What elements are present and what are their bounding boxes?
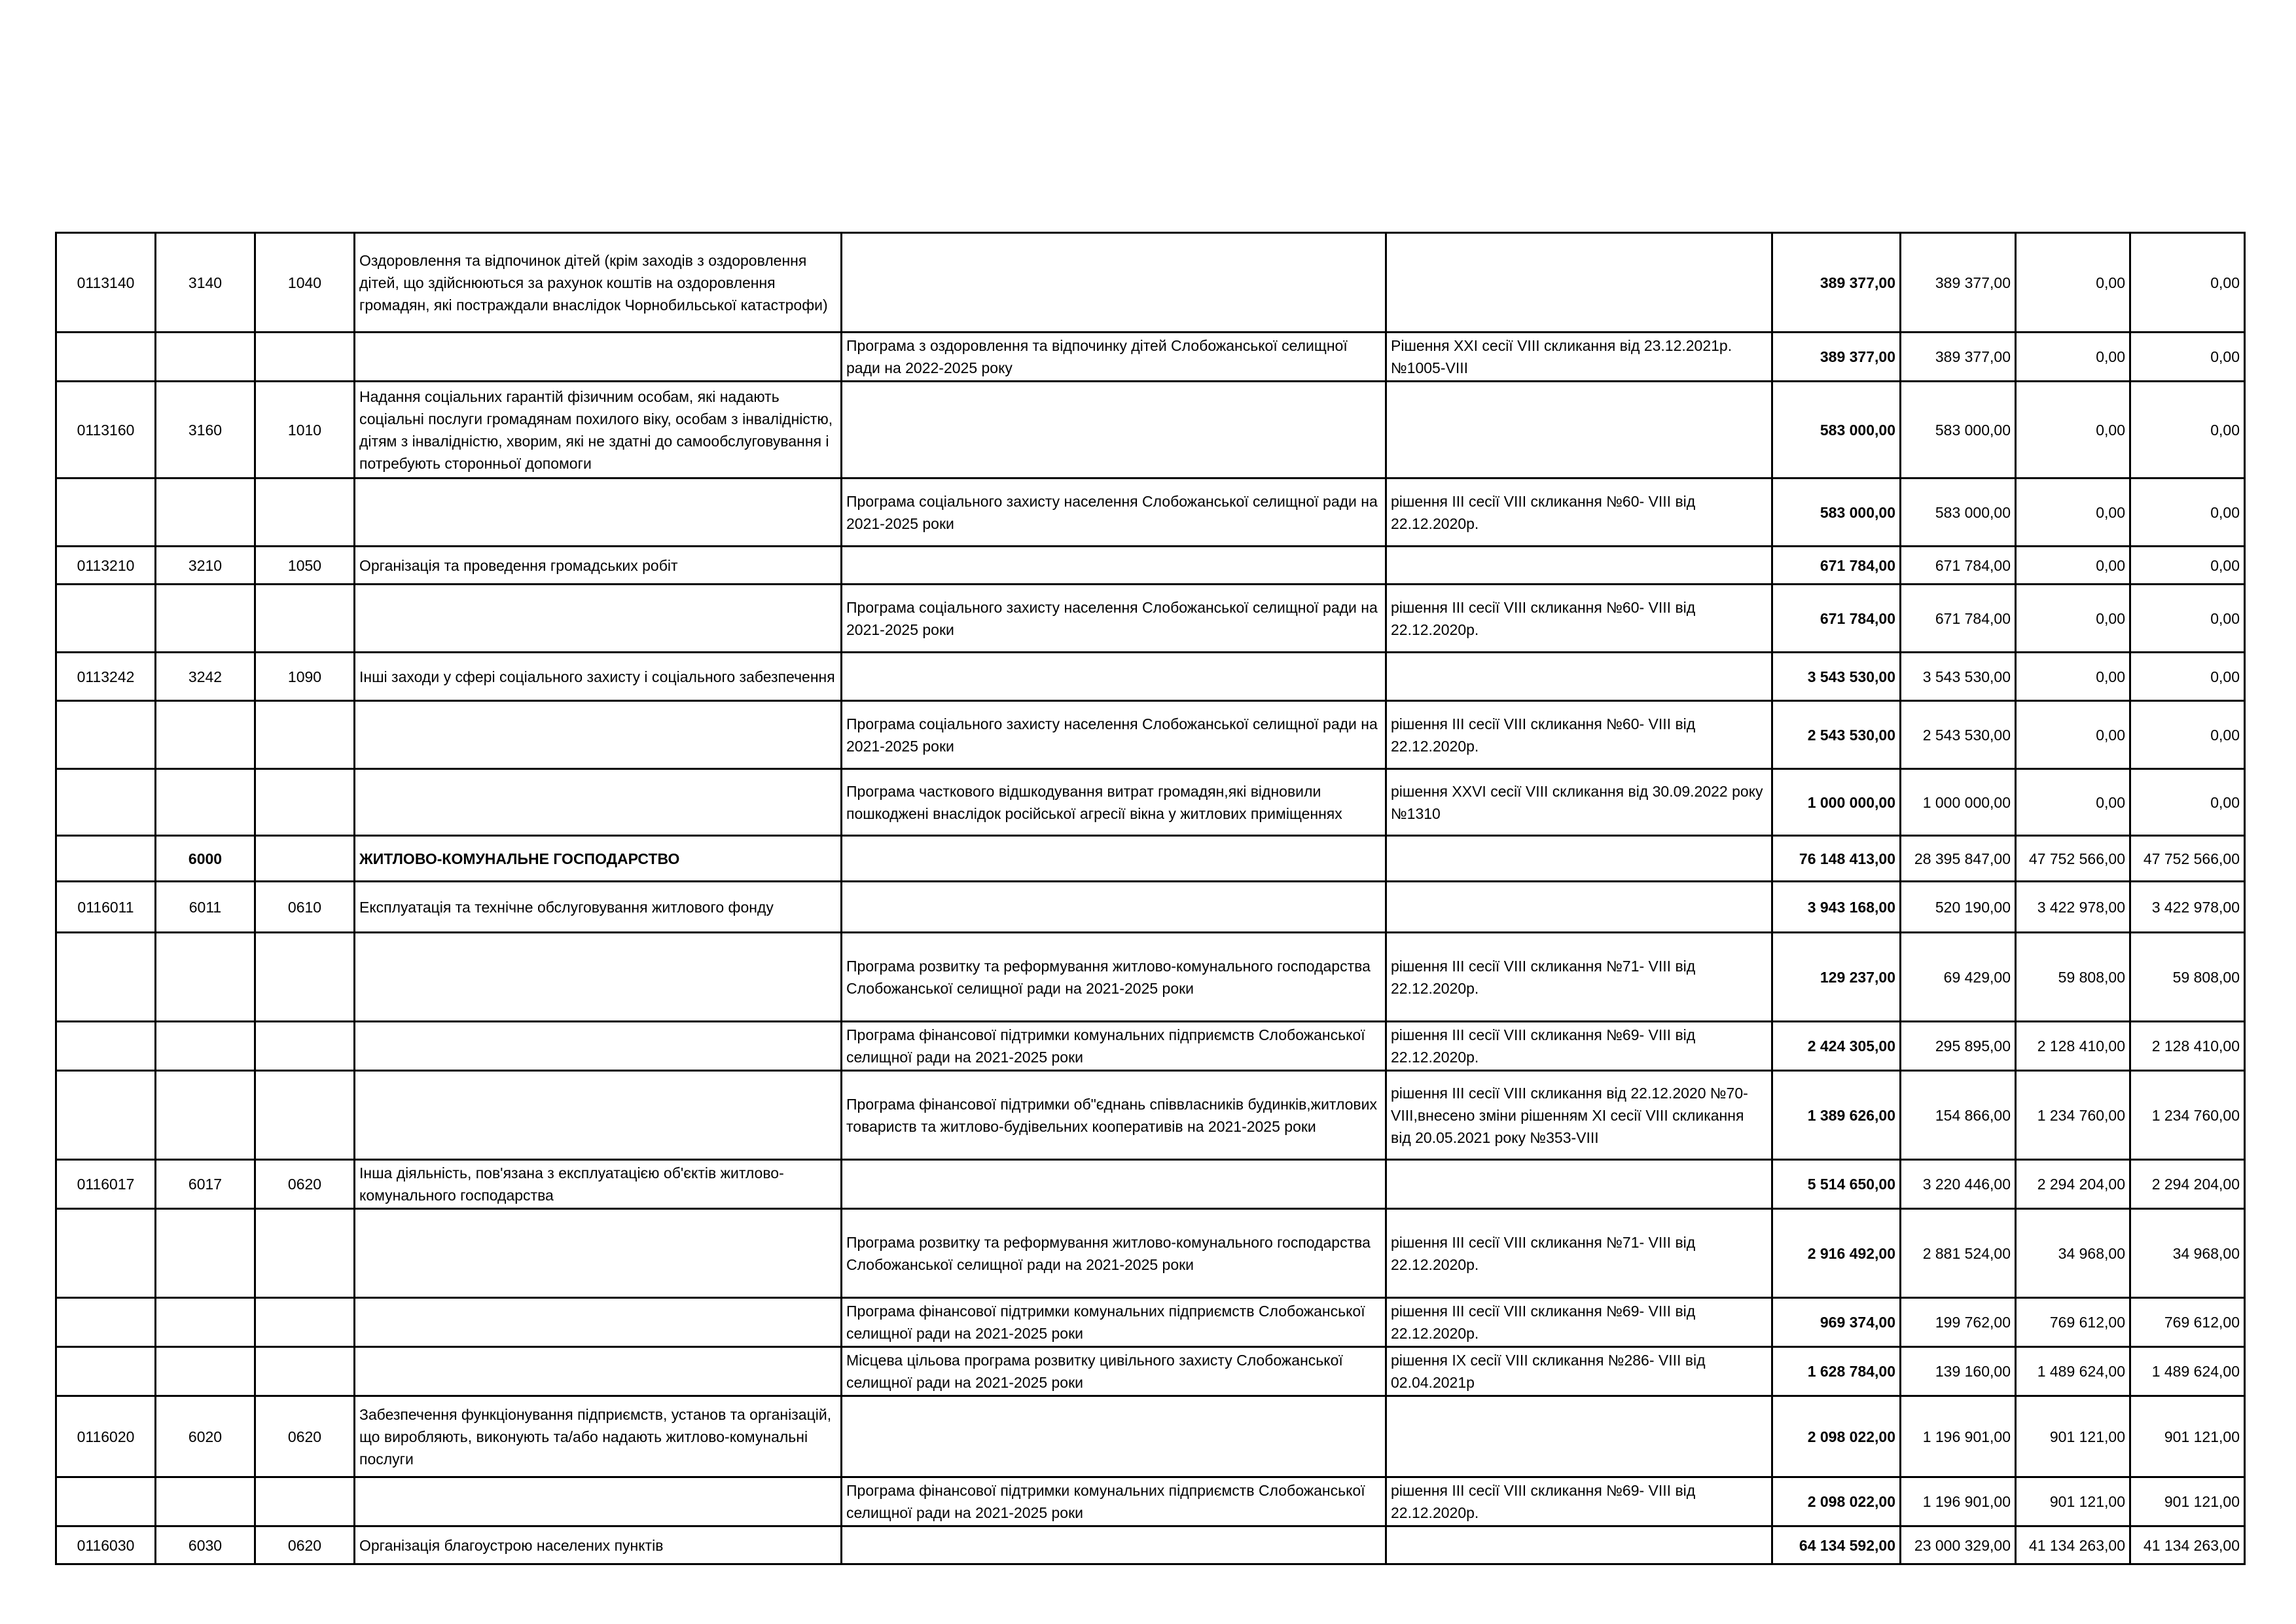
development-budget-cell: 3 422 978,00 [2130,882,2245,933]
program-name-cell: Програма розвитку та реформування житлово-комунального господарства Слобожанської селищної ради на 2021-2025 роки [842,933,1386,1022]
classification-code-cell: 1050 [255,547,355,585]
activity-name-cell: Надання соціальних гарантій фізичним особам, які надають соціальні послуги громадянам похилого віку, особам з інвалідністю, дітям з інвалідністю, хворим, які не здатні до самообслуговування і потребують сторонньої допомоги [355,382,842,478]
table-row [56,1209,2245,1298]
program-name-cell [842,233,1386,333]
function-code-cell [156,933,255,1022]
general-fund-cell: 1 196 901,00 [1901,1477,2016,1526]
program-code-cell [56,933,156,1022]
general-fund-cell: 583 000,00 [1901,478,2016,547]
decision-cell [1386,1396,1772,1477]
program-name-cell: Програма розвитку та реформування житлово-комунального господарства Слобожанської селищної ради на 2021-2025 роки [842,1209,1386,1298]
total-amount-cell: 3 943 168,00 [1772,882,1901,933]
function-code-cell [156,1477,255,1526]
function-code-cell: 3160 [156,382,255,478]
table-row [56,701,2245,769]
general-fund-cell: 583 000,00 [1901,382,2016,478]
decision-cell: рішення ІІІ сесії VIII скликання №60- VIII від 22.12.2020р. [1386,585,1772,653]
special-fund-cell: 0,00 [2016,382,2130,478]
program-name-cell: Програма фінансової підтримки комунальних підприємств Слобожанської селищної ради на 2021-2025 роки [842,1022,1386,1071]
program-code-cell: 0113242 [56,653,156,701]
development-budget-cell: 0,00 [2130,653,2245,701]
total-amount-cell: 1 628 784,00 [1772,1347,1901,1396]
development-budget-cell: 2 128 410,00 [2130,1022,2245,1071]
special-fund-cell: 3 422 978,00 [2016,882,2130,933]
program-code-cell: 0113140 [56,233,156,333]
activity-name-cell [355,769,842,836]
general-fund-cell: 389 377,00 [1901,233,2016,333]
program-code-cell: 0116030 [56,1526,156,1564]
decision-cell: рішення ІІІ сесії VIII скликання №60- VIII від 22.12.2020р. [1386,478,1772,547]
activity-name-cell [355,933,842,1022]
special-fund-cell: 0,00 [2016,769,2130,836]
total-amount-cell: 2 098 022,00 [1772,1477,1901,1526]
function-code-cell [156,585,255,653]
program-code-cell [56,701,156,769]
total-amount-cell: 5 514 650,00 [1772,1160,1901,1209]
decision-cell: рішення ІІІ сесії VIII скликання №71- VIII від 22.12.2020р. [1386,933,1772,1022]
program-name-cell: Програма фінансової підтримки комунальних підприємств Слобожанської селищної ради на 2021-2025 роки [842,1477,1386,1526]
activity-name-cell: Організація благоустрою населених пунктів [355,1526,842,1564]
development-budget-cell: 1 489 624,00 [2130,1347,2245,1396]
function-code-cell: 3140 [156,233,255,333]
general-fund-cell: 3 220 446,00 [1901,1160,2016,1209]
general-fund-cell: 2 881 524,00 [1901,1209,2016,1298]
program-name-cell: Програма соціального захисту населення Слобожанської селищної ради на 2021-2025 роки [842,478,1386,547]
special-fund-cell: 0,00 [2016,585,2130,653]
classification-code-cell: 0620 [255,1160,355,1209]
function-code-cell: 6011 [156,882,255,933]
development-budget-cell: 901 121,00 [2130,1477,2245,1526]
classification-code-cell [255,933,355,1022]
development-budget-cell: 1 234 760,00 [2130,1071,2245,1160]
general-fund-cell: 69 429,00 [1901,933,2016,1022]
special-fund-cell: 0,00 [2016,547,2130,585]
function-code-cell [156,1209,255,1298]
special-fund-cell: 34 968,00 [2016,1209,2130,1298]
program-code-cell: 0113210 [56,547,156,585]
function-code-cell [156,1022,255,1071]
program-name-cell [842,1160,1386,1209]
special-fund-cell: 47 752 566,00 [2016,836,2130,882]
program-name-cell: Програма соціального захисту населення Слобожанської селищної ради на 2021-2025 роки [842,585,1386,653]
development-budget-cell: 47 752 566,00 [2130,836,2245,882]
total-amount-cell: 389 377,00 [1772,233,1901,333]
program-name-cell [842,836,1386,882]
program-name-cell: Програма з оздоровлення та відпочинку дітей Слобожанської селищної ради на 2022-2025 року [842,333,1386,382]
decision-cell: рішення ІІІ сесії VIII скликання №71- VIII від 22.12.2020р. [1386,1209,1772,1298]
special-fund-cell: 1 234 760,00 [2016,1071,2130,1160]
function-code-cell [156,769,255,836]
general-fund-cell: 1 196 901,00 [1901,1396,2016,1477]
special-fund-cell: 2 294 204,00 [2016,1160,2130,1209]
table-row [56,1347,2245,1396]
classification-code-cell [255,836,355,882]
program-code-cell [56,1477,156,1526]
function-code-cell [156,333,255,382]
activity-name-cell: Інша діяльність, пов'язана з експлуатацією об'єктів житлово-комунального господарства [355,1160,842,1209]
classification-code-cell [255,1071,355,1160]
function-code-cell [156,1347,255,1396]
special-fund-cell: 59 808,00 [2016,933,2130,1022]
classification-code-cell: 0610 [255,882,355,933]
decision-cell: рішення ІХ сесії VIII скликання №286- VIII від 02.04.2021р [1386,1347,1772,1396]
classification-code-cell [255,769,355,836]
budget-programs-table [55,232,2246,1565]
special-fund-cell: 0,00 [2016,478,2130,547]
decision-cell: рішення ІІІ сесії VIII скликання №60- VIII від 22.12.2020р. [1386,701,1772,769]
classification-code-cell [255,701,355,769]
decision-cell [1386,1160,1772,1209]
decision-cell: рішення XXVI сесії VIII скликання від 30.09.2022 року №1310 [1386,769,1772,836]
table-row [56,769,2245,836]
activity-name-cell [355,333,842,382]
general-fund-cell: 28 395 847,00 [1901,836,2016,882]
program-code-cell [56,1071,156,1160]
table-row [56,1526,2245,1564]
development-budget-cell: 0,00 [2130,769,2245,836]
decision-cell: рішення ІІІ сесії VIII скликання №69- VIII від 22.12.2020р. [1386,1477,1772,1526]
table-row [56,1071,2245,1160]
table-row [56,233,2245,333]
activity-name-cell [355,478,842,547]
activity-name-cell: Інші заходи у сфері соціального захисту і соціального забезпечення [355,653,842,701]
activity-name-cell [355,1209,842,1298]
development-budget-cell: 34 968,00 [2130,1209,2245,1298]
development-budget-cell: 769 612,00 [2130,1298,2245,1347]
classification-code-cell [255,1347,355,1396]
special-fund-cell: 0,00 [2016,653,2130,701]
table-row [56,882,2245,933]
special-fund-cell: 0,00 [2016,333,2130,382]
decision-cell [1386,882,1772,933]
program-code-cell [56,1298,156,1347]
function-code-cell: 6000 [156,836,255,882]
table-row [56,653,2245,701]
decision-cell [1386,547,1772,585]
program-name-cell [842,1526,1386,1564]
total-amount-cell: 2 543 530,00 [1772,701,1901,769]
classification-code-cell [255,1022,355,1071]
table-row [56,382,2245,478]
total-amount-cell: 64 134 592,00 [1772,1526,1901,1564]
activity-name-cell: Оздоровлення та відпочинок дітей (крім заходів з оздоровлення дітей, що здійснюються за рахунок коштів на оздоровлення громадян, які постраждали внаслідок Чорнобильської катастрофи) [355,233,842,333]
decision-cell: рішення ІІІ сесії VIII скликання №69- VIII від 22.12.2020р. [1386,1022,1772,1071]
program-name-cell [842,882,1386,933]
special-fund-cell: 901 121,00 [2016,1396,2130,1477]
general-fund-cell: 23 000 329,00 [1901,1526,2016,1564]
classification-code-cell: 1090 [255,653,355,701]
activity-name-cell [355,1347,842,1396]
general-fund-cell: 671 784,00 [1901,585,2016,653]
program-name-cell: Місцева цільова програма розвитку цивільного захисту Слобожанської селищної ради на 2021-2025 роки [842,1347,1386,1396]
function-code-cell [156,1298,255,1347]
total-amount-cell: 389 377,00 [1772,333,1901,382]
table-row [56,1160,2245,1209]
activity-name-cell: ЖИТЛОВО-КОМУНАЛЬНЕ ГОСПОДАРСТВО [355,836,842,882]
program-code-cell: 0116020 [56,1396,156,1477]
general-fund-cell: 139 160,00 [1901,1347,2016,1396]
function-code-cell: 6020 [156,1396,255,1477]
total-amount-cell: 2 424 305,00 [1772,1022,1901,1071]
decision-cell [1386,382,1772,478]
decision-cell: Рішення XXI сесії VIII скликання від 23.12.2021р. №1005-VIII [1386,333,1772,382]
development-budget-cell: 59 808,00 [2130,933,2245,1022]
total-amount-cell: 969 374,00 [1772,1298,1901,1347]
decision-cell: рішення ІІІ сесії VIII скликання №69- VIII від 22.12.2020р. [1386,1298,1772,1347]
table-row [56,933,2245,1022]
special-fund-cell: 0,00 [2016,233,2130,333]
function-code-cell [156,478,255,547]
table-row [56,1022,2245,1071]
program-code-cell [56,333,156,382]
program-code-cell [56,478,156,547]
activity-name-cell: Експлуатація та технічне обслуговування житлового фонду [355,882,842,933]
decision-cell: рішення ІІІ сесії VIII скликання від 22.12.2020 №70-VIII,внесено зміни рішенням ХІ сесії VIII скликання від 20.05.2021 року №353-VIII [1386,1071,1772,1160]
classification-code-cell: 0620 [255,1526,355,1564]
special-fund-cell: 41 134 263,00 [2016,1526,2130,1564]
program-name-cell [842,1396,1386,1477]
development-budget-cell: 0,00 [2130,547,2245,585]
total-amount-cell: 583 000,00 [1772,478,1901,547]
program-code-cell [56,1347,156,1396]
decision-cell [1386,233,1772,333]
classification-code-cell [255,585,355,653]
decision-cell [1386,653,1772,701]
development-budget-cell: 0,00 [2130,585,2245,653]
program-name-cell [842,653,1386,701]
classification-code-cell [255,478,355,547]
table-row [56,1298,2245,1347]
special-fund-cell: 0,00 [2016,701,2130,769]
classification-code-cell [255,1477,355,1526]
program-name-cell: Програма часткового відшкодування витрат громадян,які відновили пошкоджені внаслідок російської агресії вікна у житлових приміщеннях [842,769,1386,836]
program-code-cell [56,769,156,836]
total-amount-cell: 3 543 530,00 [1772,653,1901,701]
program-name-cell [842,382,1386,478]
table-row [56,836,2245,882]
program-code-cell [56,585,156,653]
special-fund-cell: 2 128 410,00 [2016,1022,2130,1071]
development-budget-cell: 901 121,00 [2130,1396,2245,1477]
activity-name-cell [355,1477,842,1526]
classification-code-cell [255,333,355,382]
general-fund-cell: 1 000 000,00 [1901,769,2016,836]
activity-name-cell [355,1071,842,1160]
total-amount-cell: 583 000,00 [1772,382,1901,478]
development-budget-cell: 0,00 [2130,701,2245,769]
program-code-cell: 0113160 [56,382,156,478]
activity-name-cell: Забезпечення функціонування підприємств, установ та організацій, що виробляють, виконують та/або надають житлово-комунальні послуги [355,1396,842,1477]
special-fund-cell: 901 121,00 [2016,1477,2130,1526]
program-code-cell: 0116011 [56,882,156,933]
total-amount-cell: 1 389 626,00 [1772,1071,1901,1160]
total-amount-cell: 129 237,00 [1772,933,1901,1022]
development-budget-cell: 2 294 204,00 [2130,1160,2245,1209]
activity-name-cell [355,701,842,769]
table-row [56,1396,2245,1477]
total-amount-cell: 671 784,00 [1772,547,1901,585]
total-amount-cell: 1 000 000,00 [1772,769,1901,836]
general-fund-cell: 520 190,00 [1901,882,2016,933]
program-name-cell [842,547,1386,585]
decision-cell [1386,836,1772,882]
function-code-cell: 3242 [156,653,255,701]
function-code-cell: 6017 [156,1160,255,1209]
general-fund-cell: 2 543 530,00 [1901,701,2016,769]
total-amount-cell: 76 148 413,00 [1772,836,1901,882]
activity-name-cell: Організація та проведення громадських робіт [355,547,842,585]
total-amount-cell: 2 098 022,00 [1772,1396,1901,1477]
program-code-cell [56,836,156,882]
total-amount-cell: 2 916 492,00 [1772,1209,1901,1298]
general-fund-cell: 389 377,00 [1901,333,2016,382]
classification-code-cell: 0620 [255,1396,355,1477]
development-budget-cell: 0,00 [2130,478,2245,547]
table-body [56,233,2245,1564]
development-budget-cell: 41 134 263,00 [2130,1526,2245,1564]
classification-code-cell [255,1209,355,1298]
decision-cell [1386,1526,1772,1564]
activity-name-cell [355,1022,842,1071]
function-code-cell [156,701,255,769]
program-name-cell: Програма соціального захисту населення Слобожанської селищної ради на 2021-2025 роки [842,701,1386,769]
activity-name-cell [355,1298,842,1347]
program-code-cell [56,1022,156,1071]
general-fund-cell: 295 895,00 [1901,1022,2016,1071]
table-row [56,333,2245,382]
function-code-cell: 3210 [156,547,255,585]
special-fund-cell: 769 612,00 [2016,1298,2130,1347]
program-code-cell [56,1209,156,1298]
development-budget-cell: 0,00 [2130,333,2245,382]
general-fund-cell: 199 762,00 [1901,1298,2016,1347]
table-row [56,585,2245,653]
general-fund-cell: 154 866,00 [1901,1071,2016,1160]
classification-code-cell [255,1298,355,1347]
table-row [56,547,2245,585]
total-amount-cell: 671 784,00 [1772,585,1901,653]
table-row [56,478,2245,547]
table-row [56,1477,2245,1526]
program-code-cell: 0116017 [56,1160,156,1209]
classification-code-cell: 1040 [255,233,355,333]
general-fund-cell: 3 543 530,00 [1901,653,2016,701]
general-fund-cell: 671 784,00 [1901,547,2016,585]
development-budget-cell: 0,00 [2130,382,2245,478]
development-budget-cell: 0,00 [2130,233,2245,333]
function-code-cell [156,1071,255,1160]
special-fund-cell: 1 489 624,00 [2016,1347,2130,1396]
function-code-cell: 6030 [156,1526,255,1564]
program-name-cell: Програма фінансової підтримки комунальних підприємств Слобожанської селищної ради на 2021-2025 роки [842,1298,1386,1347]
program-name-cell: Програма фінансової підтримки об"єднань співвласників будинків,житлових товариств та житлово-будівельних кооперативів на 2021-2025 роки [842,1071,1386,1160]
classification-code-cell: 1010 [255,382,355,478]
activity-name-cell [355,585,842,653]
